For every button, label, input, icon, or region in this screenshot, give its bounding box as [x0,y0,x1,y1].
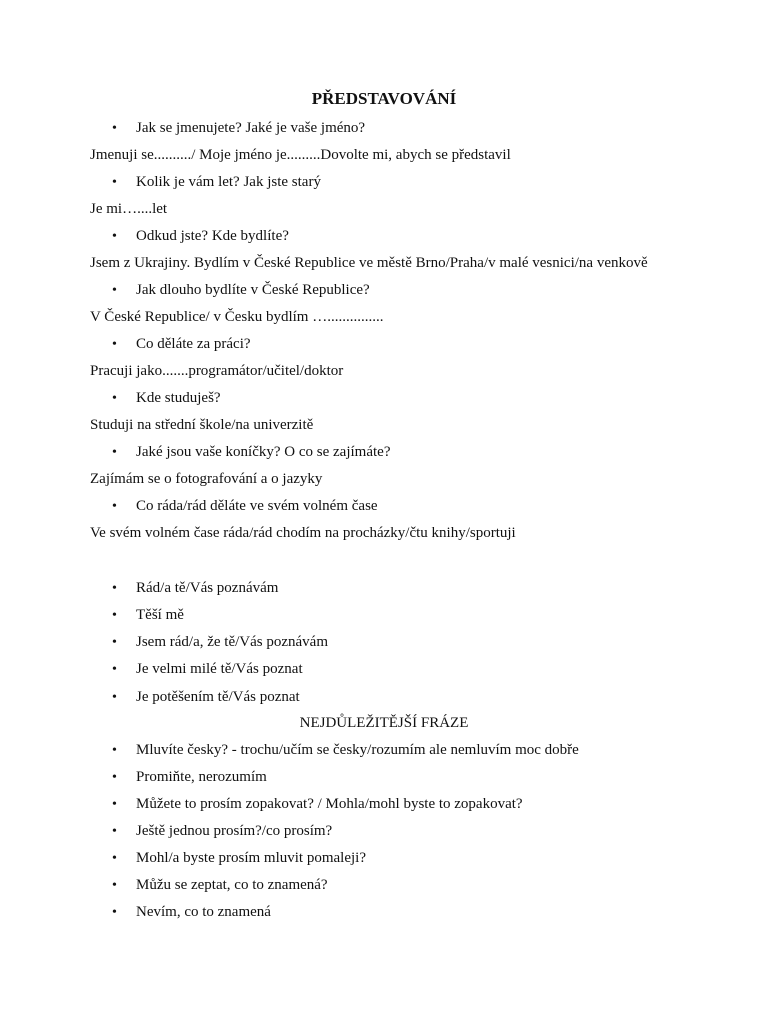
bullet-icon: • [112,743,117,758]
bullet-icon: • [112,175,117,190]
phrase-item [112,875,328,896]
question-item [112,226,289,247]
greeting-item [112,605,184,626]
phrase-item [112,902,271,923]
question-item [112,334,251,355]
question-item [112,172,321,193]
greeting-text: Je velmi milé tě/Vás poznat [136,661,303,677]
phrase-text: Ještě jednou prosím?/co prosím? [136,823,333,839]
bullet-icon: • [112,851,117,866]
answer-line: Jsem z Ukrajiny. Bydlím v České Republice ve městě Brno/Praha/v malé vesnici/na venkově [90,255,648,271]
answer-line: Ve svém volném čase ráda/rád chodím na procházky/čtu knihy/sportuji [90,525,516,541]
greeting-text: Těší mě [136,607,184,623]
bullet-icon: • [112,283,117,298]
bullet-icon: • [112,905,117,920]
bullet-icon: • [112,878,117,893]
phrase-text: Můžu se zeptat, co to znamená? [136,877,328,893]
phrase-item [112,740,579,761]
answer-line: Studuji na střední škole/na univerzitě [90,417,314,433]
greeting-text: Jsem rád/a, že tě/Vás poznávám [136,634,329,650]
bullet-icon: • [112,635,117,650]
phrase-item [112,794,523,815]
bullet-icon: • [112,770,117,785]
phrase-text: Mluvíte česky? - trochu/učím se česky/rozumím ale nemluvím moc dobře [136,742,579,758]
bullet-icon: • [112,121,117,136]
section-heading: NEJDŮLEŽITĚJŠÍ FRÁZE [299,715,469,731]
bullet-icon: • [112,391,117,406]
answer-line: Jmenuji se........../ Moje jméno je.........Dovolte mi, abych se představil [90,147,511,163]
phrase-item [112,767,267,788]
bullet-icon: • [112,499,117,514]
bullet-icon: • [112,824,117,839]
bullet-icon: • [112,581,117,596]
bullet-icon: • [112,797,117,812]
question-item [112,388,221,409]
question-text: Jaké jsou vaše koníčky? O co se zajímáte? [136,444,391,460]
phrase-text: Promiňte, nerozumím [136,769,267,785]
phrase-item [112,848,366,869]
phrase-text: Mohl/a byste prosím mluvit pomaleji? [136,850,366,866]
question-item [112,118,365,139]
question-text: Jak se jmenujete? Jaké je vaše jméno? [136,120,366,136]
greeting-text: Rád/a tě/Vás poznávám [136,580,279,596]
bullet-icon: • [112,662,117,677]
greeting-item [112,632,328,653]
answer-line: V České Republice/ v Česku bydlím …............... [90,309,384,325]
greeting-text: Je potěšením tě/Vás poznat [136,689,300,705]
question-item [112,496,378,517]
question-text: Kolik je vám let? Jak jste starý [136,174,321,190]
page-title: PŘEDSTAVOVÁNÍ [311,89,457,108]
bullet-icon: • [112,690,117,705]
question-text: Kde studuješ? [136,390,221,406]
phrase-item [112,821,332,842]
question-text: Co ráda/rád děláte ve svém volném čase [136,498,378,514]
question-item [112,442,391,463]
question-text: Odkud jste? Kde bydlíte? [136,228,289,244]
question-text: Jak dlouho bydlíte v České Republice? [136,282,370,298]
answer-line: Je mi…....let [90,201,168,217]
bullet-icon: • [112,445,117,460]
greeting-item [112,578,278,599]
bullet-icon: • [112,337,117,352]
question-item [112,280,370,301]
question-text: Co děláte za práci? [136,336,251,352]
answer-line: Zajímám se o fotografování a o jazyky [90,471,323,487]
phrase-text: Nevím, co to znamená [136,904,271,920]
bullet-icon: • [112,608,117,623]
greeting-item [112,687,300,708]
phrase-text: Můžete to prosím zopakovat? / Mohla/mohl byste to zopakovat? [136,796,523,812]
answer-line: Pracuji jako.......programátor/učitel/doktor [90,363,344,379]
bullet-icon: • [112,229,117,244]
greeting-item [112,659,303,680]
